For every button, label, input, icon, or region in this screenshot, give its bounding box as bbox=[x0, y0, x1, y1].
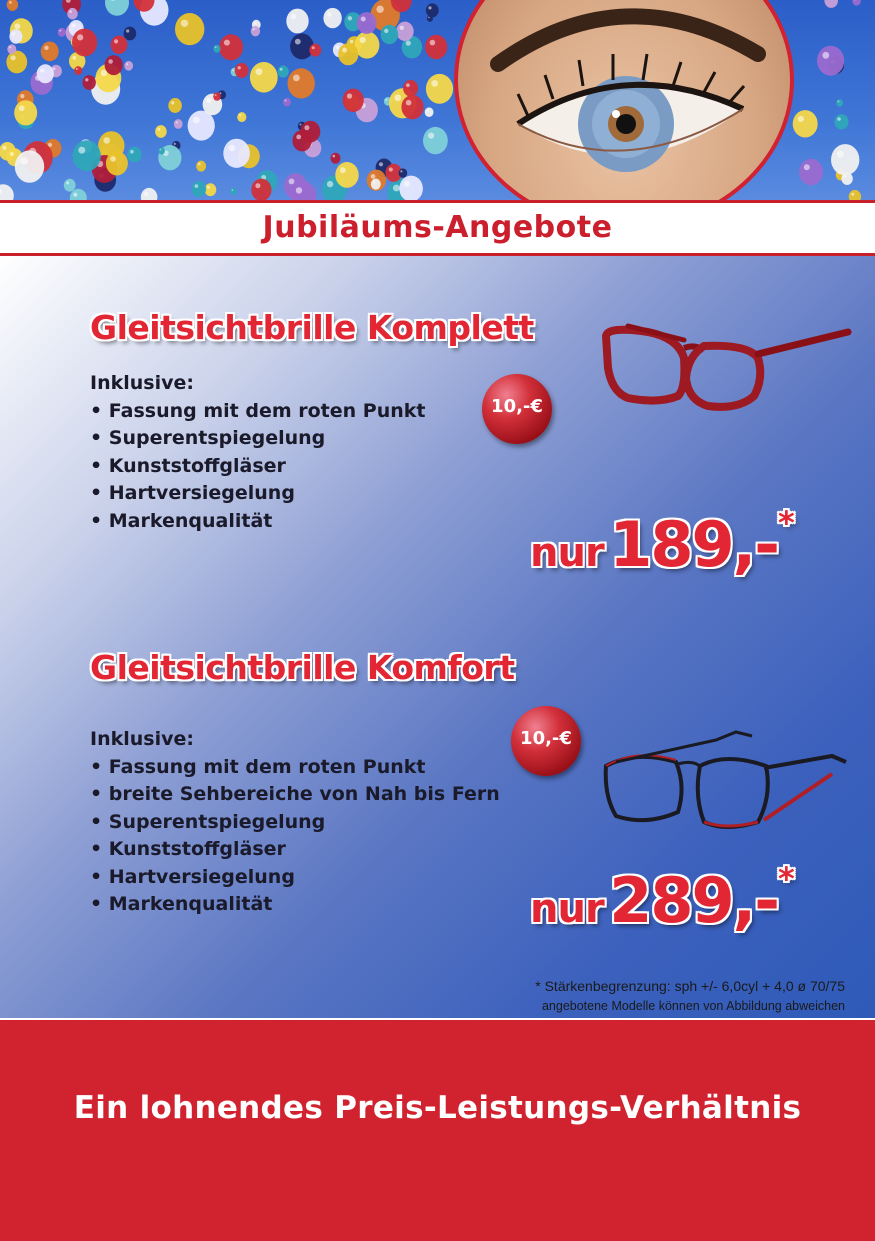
price-komfort bbox=[530, 860, 795, 937]
feature-item: • Kunststoffgläser bbox=[90, 454, 286, 477]
price-prefix: nur bbox=[530, 886, 604, 932]
footnote-strength-limit: * Stärkenbegrenzung: sph +/- 6,0cyl + 4,0 ø 70/75 bbox=[535, 978, 845, 994]
price-asterisk: * bbox=[777, 504, 795, 542]
product-title-komplett: Gleitsichtbrille Komplett bbox=[90, 308, 534, 347]
header-banner bbox=[0, 0, 875, 200]
includes-label: Inklusive: bbox=[90, 728, 194, 750]
price-komplett bbox=[530, 504, 795, 581]
discount-badge: 10,-€ bbox=[482, 374, 552, 444]
feature-item: • Hartversiegelung bbox=[90, 482, 295, 504]
feature-item: • Markenqualität bbox=[90, 893, 273, 915]
feature-item: • Markenqualität bbox=[90, 509, 273, 532]
discount-badge: 10,-€ bbox=[511, 706, 581, 776]
slogan: Ein lohnendes Preis-Leistungs-Verhältnis bbox=[73, 1090, 802, 1126]
offers-title-band bbox=[0, 200, 875, 256]
feature-item: • Superentspiegelung bbox=[90, 427, 326, 449]
price-amount: 189,- bbox=[609, 508, 778, 581]
product-features-komplett bbox=[90, 370, 425, 535]
glasses-icon bbox=[596, 726, 856, 846]
feature-item: • Fassung mit dem roten Punkt bbox=[90, 399, 426, 422]
feature-item: • Superentspiegelung bbox=[90, 810, 326, 833]
offers-title: Jubiläums-Angebote bbox=[262, 210, 613, 245]
price-prefix: nur bbox=[530, 530, 604, 576]
feature-item: • Fassung mit dem roten Punkt bbox=[90, 755, 426, 778]
product-features-komfort bbox=[90, 726, 500, 919]
main-content bbox=[0, 256, 875, 1018]
glasses-icon bbox=[598, 318, 858, 418]
footnote-model-disclaimer: angebotene Modelle können von Abbildung abweichen bbox=[541, 999, 845, 1013]
price-amount: 289,- bbox=[609, 864, 778, 937]
feature-item: • Hartversiegelung bbox=[90, 865, 295, 888]
includes-label: Inklusive: bbox=[90, 372, 194, 394]
feature-item: • breite Sehbereiche von Nah bis Fern bbox=[90, 783, 500, 805]
feature-item: • Kunststoffgläser bbox=[90, 838, 286, 860]
price-asterisk: * bbox=[777, 860, 795, 898]
product-title-komfort: Gleitsichtbrille Komfort bbox=[90, 648, 515, 687]
eye-photo bbox=[454, 0, 794, 200]
footer-banner bbox=[0, 1018, 875, 1241]
